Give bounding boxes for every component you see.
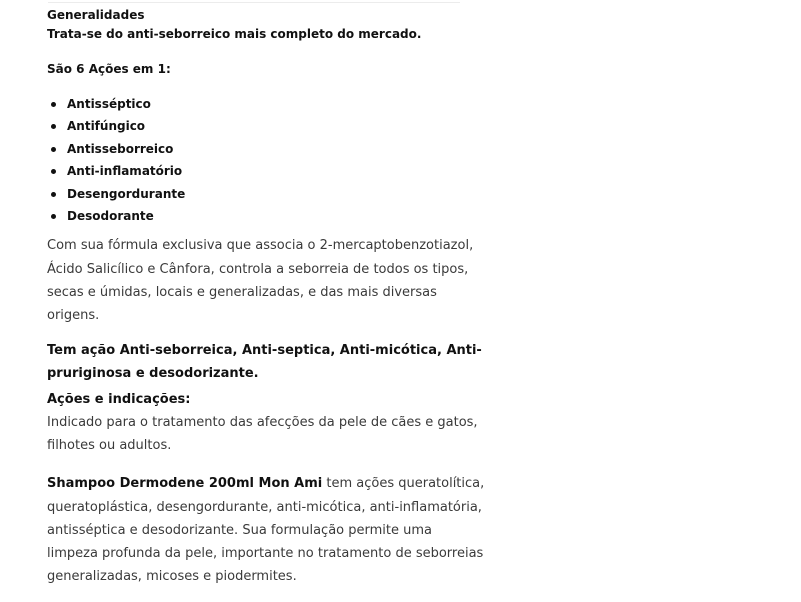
list-item — [47, 93, 487, 115]
product-description — [47, 6, 487, 589]
product-description-text: tem ações queratolítica, queratoplástica, desengordurante, anti-micótica, anti-inflamatória, antisséptica e desodorizante. Sua formulação permite uma limpeza profunda da pele, importante no tratamento de seborreias generalizadas, micoses e piodermites. — [47, 476, 485, 585]
actions-title: São 6 Ações em 1: — [47, 62, 171, 76]
action-summary: Tem ação Anti-seborreica, Anti-septica, Anti-micótica, Anti-pruriginosa e desodorizante. — [47, 342, 482, 381]
list-item — [47, 138, 487, 160]
formula-paragraph: Com sua fórmula exclusiva que associa o 2-mercaptobenzotiazol, Ácido Salicílico e Cânfora, controla a seborreia de todos os tipos, secas e úmidas, locais e generalizadas, e das mais diversas origens. — [47, 238, 474, 324]
list-item — [47, 115, 487, 137]
top-divider — [48, 2, 460, 3]
product-name: Shampoo Dermodene 200ml Mon Ami — [47, 476, 323, 492]
actions-list — [47, 93, 487, 227]
bullet-icon — [51, 147, 56, 152]
bullet-icon — [51, 102, 56, 107]
bullet-icon — [51, 124, 56, 129]
bullet-icon — [51, 169, 56, 174]
list-item-label: Anti-inflamatório — [67, 164, 183, 179]
section-subtitle: Trata-se do anti-seborreico mais completo do mercado. — [47, 27, 422, 41]
list-item-label: Antisseborreico — [67, 141, 174, 156]
section-title: Generalidades — [47, 8, 145, 22]
list-item-label: Desengordurante — [67, 186, 186, 201]
bullet-icon — [51, 214, 56, 219]
indications-paragraph: Indicado para o tratamento das afecções da pele de cães e gatos, filhotes ou adultos. — [47, 414, 478, 453]
list-item — [47, 183, 487, 205]
product-paragraph — [47, 472, 487, 588]
list-item-label: Desodorante — [67, 209, 154, 224]
list-item — [47, 205, 487, 227]
indications-title: Ações e indicações: — [47, 391, 191, 407]
list-item — [47, 160, 487, 182]
list-item-label: Antisséptico — [67, 97, 151, 111]
list-item-label: Antifúngico — [67, 119, 146, 134]
bullet-icon — [51, 192, 56, 197]
